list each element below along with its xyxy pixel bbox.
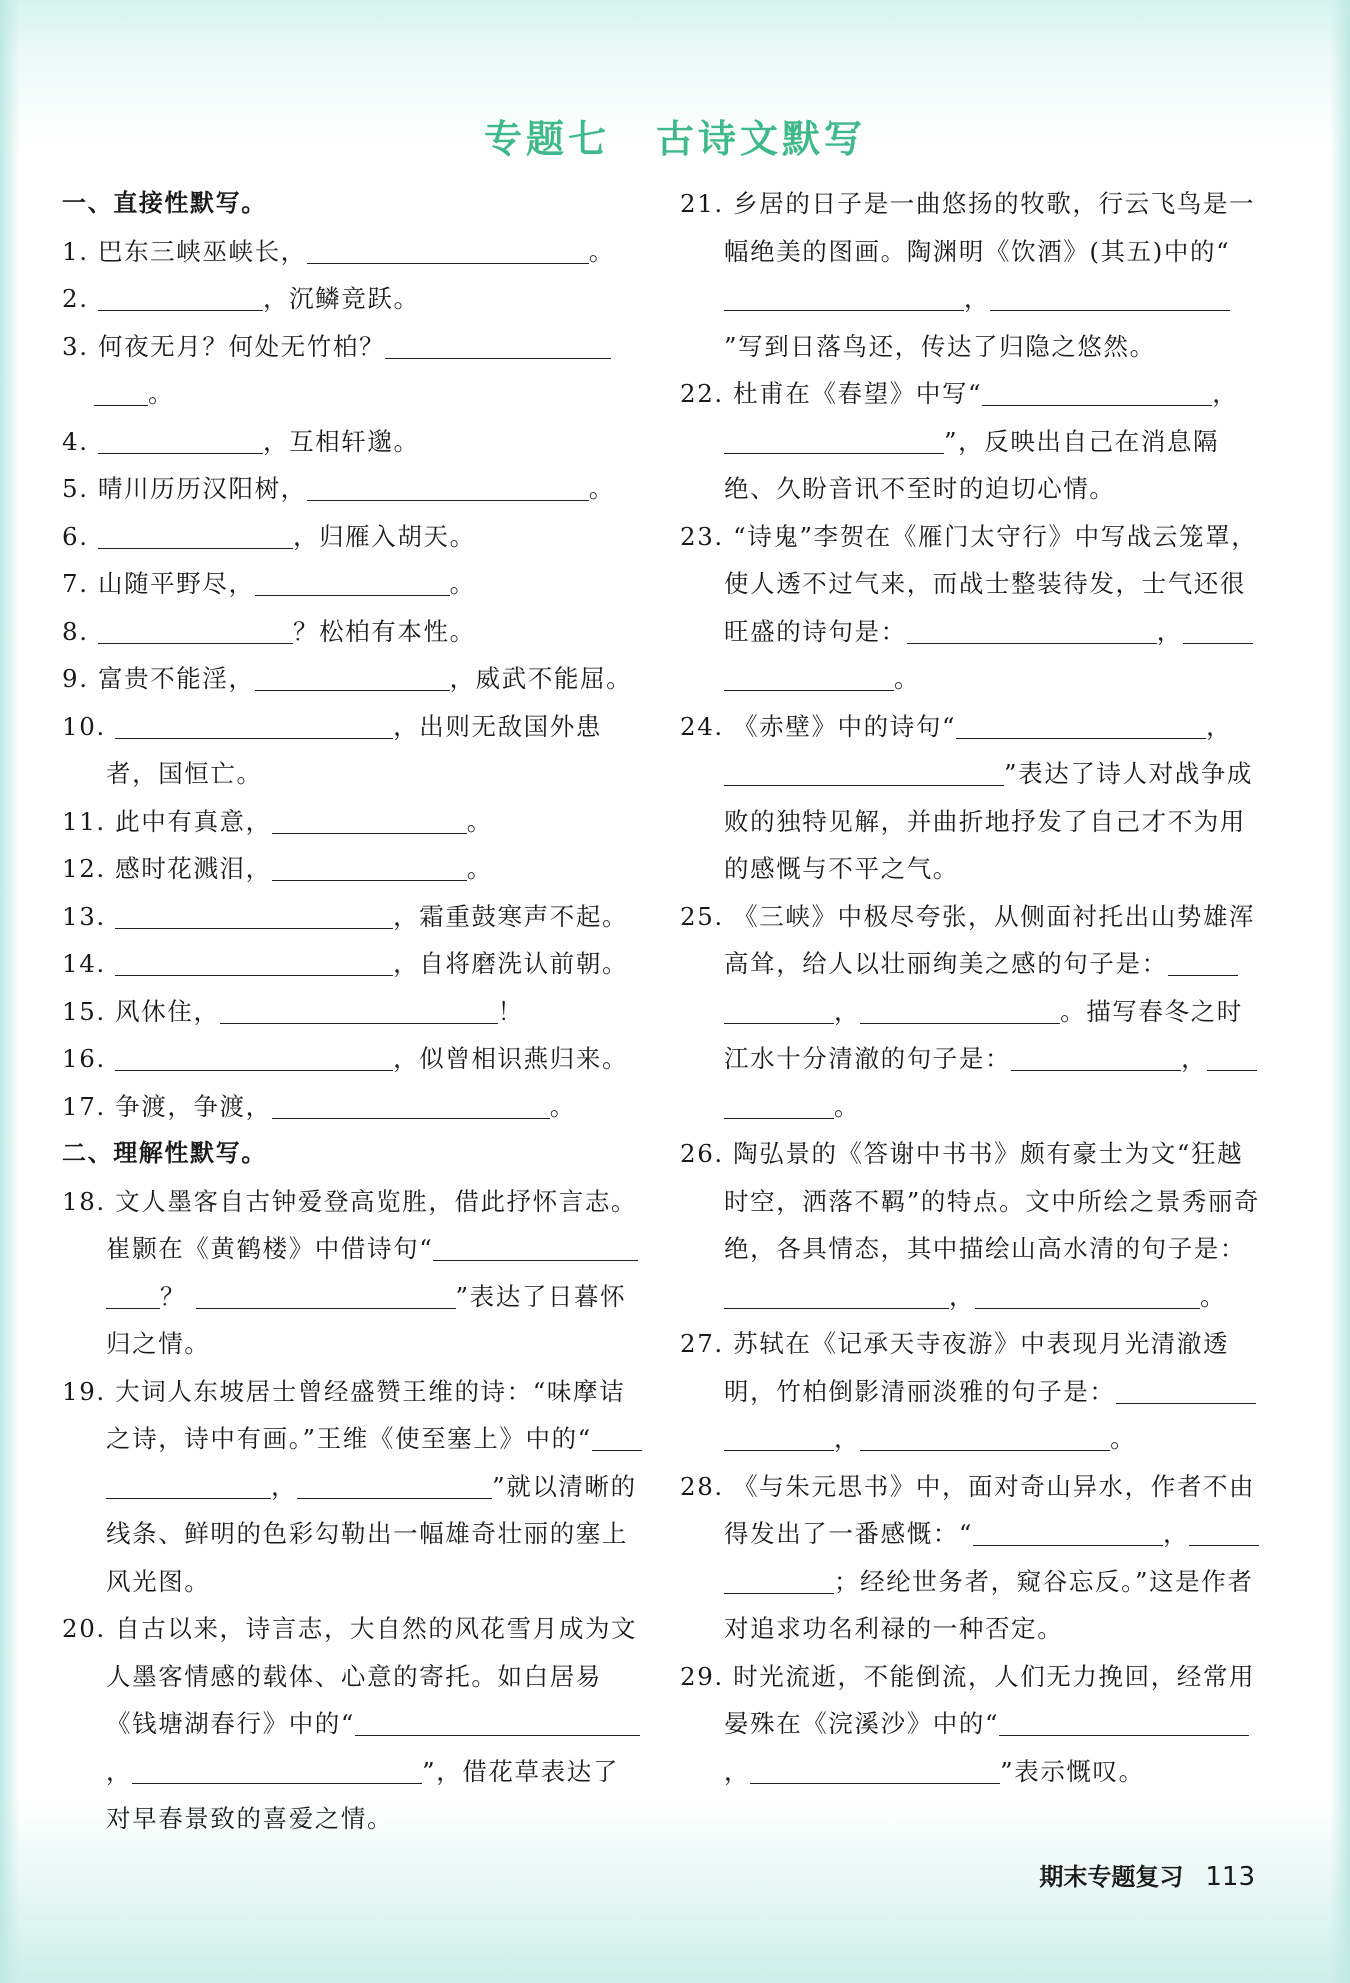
answer-blank[interactable] xyxy=(115,708,393,739)
question-15: 15. 风休住， ！ xyxy=(62,988,642,1036)
answer-blank[interactable] xyxy=(297,1468,492,1499)
answer-blank[interactable] xyxy=(385,328,611,359)
question-23: 23. “诗鬼”李贺在《雁门太守行》中写战云笼罩，使人透不过气来，而战士整装待发，士气还很旺盛的诗句是： ，。 xyxy=(680,521,1258,693)
question-19: 19. 大词人东坡居士曾经盛赞王维的诗：“味摩诘之诗，诗中有画。”王维《使至塞上》中的“， ”就以清晰的线条、鲜明的色彩勾勒出一幅雄奇壮丽的塞上风光图。 xyxy=(62,1368,642,1606)
question-8: 8. ？松柏有本性。 xyxy=(62,608,642,656)
answer-blank[interactable] xyxy=(272,850,467,881)
answer-blank[interactable] xyxy=(98,280,263,311)
answer-blank[interactable] xyxy=(272,1088,550,1119)
answer-blank[interactable] xyxy=(1183,613,1253,644)
answer-blank[interactable] xyxy=(94,375,148,406)
question-14: 14. ，自将磨洗认前朝。 xyxy=(62,940,642,988)
question-29: 29. 时光流逝，不能倒流，人们无力挽回，经常用晏殊在《浣溪沙》中的“， ”表示慨叹。 xyxy=(680,1661,1256,1786)
answer-blank[interactable] xyxy=(990,280,1230,311)
answer-blank[interactable] xyxy=(973,1515,1163,1546)
answer-blank[interactable] xyxy=(982,375,1212,406)
question-27: 27. 苏轼在《记承天寺夜游》中表现月光清澈透明，竹柏倒影清丽淡雅的句子是：， 。 xyxy=(680,1320,1265,1463)
question-13: 13. ，霜重鼓寒声不起。 xyxy=(62,893,642,941)
answer-blank[interactable] xyxy=(98,518,293,549)
answer-blank[interactable] xyxy=(220,993,498,1024)
question-2: 2. ，沉鳞竞跃。 xyxy=(62,275,642,323)
answer-blank[interactable] xyxy=(115,898,393,929)
right-column xyxy=(680,180,1265,1795)
answer-blank[interactable] xyxy=(724,1420,834,1451)
question-17: 17. 争渡，争渡， 。 xyxy=(62,1083,642,1131)
answer-blank[interactable] xyxy=(132,1753,422,1784)
answer-blank[interactable] xyxy=(956,708,1206,739)
section-heading-comprehension: 二、理解性默写。 xyxy=(62,1139,267,1167)
answer-blank[interactable] xyxy=(106,1468,271,1499)
question-20: 20. 自古以来，诗言志，大自然的风花雪月成为文人墨客情感的载体、心意的寄托。如白居易《钱塘湖春行》中的“， ”，借花草表达了对早春景致的喜爱之情。 xyxy=(62,1605,642,1843)
question-12: 12. 感时花溅泪， 。 xyxy=(62,845,642,893)
question-5: 5. 晴川历历汉阳树， 。 xyxy=(62,465,642,513)
answer-blank[interactable] xyxy=(724,660,894,691)
answer-blank[interactable] xyxy=(1168,945,1238,976)
answer-blank[interactable] xyxy=(1207,1040,1257,1071)
answer-blank[interactable] xyxy=(724,1278,949,1309)
left-column xyxy=(62,180,642,1843)
answer-blank[interactable] xyxy=(774,423,944,454)
question-26: 26. 陶弘景的《答谢中书书》颇有豪士为文“狂越时空，洒落不羁”的特点。文中所绘之景秀丽奇绝，各具情态，其中描绘山高水清的句子是：， 。 xyxy=(680,1139,1261,1311)
page-title xyxy=(0,108,1350,163)
answer-blank[interactable] xyxy=(724,1563,834,1594)
answer-blank[interactable] xyxy=(272,803,467,834)
answer-blank[interactable] xyxy=(724,423,774,454)
answer-blank[interactable] xyxy=(1011,1040,1181,1071)
footer-label: 期末专题复习 xyxy=(1039,1863,1184,1891)
answer-blank[interactable] xyxy=(1116,1373,1256,1404)
answer-blank[interactable] xyxy=(975,1278,1200,1309)
answer-blank[interactable] xyxy=(750,1753,1000,1784)
answer-blank[interactable] xyxy=(433,1230,638,1261)
question-25: 25. 《三峡》中极尽夸张，从侧面衬托出山势雄浑高耸，给人以壮丽绚美之感的句子是：， 。描写春冬之时江水十分清澈的句子是： ，。 xyxy=(680,893,1265,1131)
question-3: 3. 何夜无月？何处无竹柏？ 。 xyxy=(62,323,642,418)
title-topic-number: 专题七 xyxy=(483,117,610,161)
question-7: 7. 山随平野尽， 。 xyxy=(62,560,642,608)
question-24: 24. 《赤壁》中的诗句“ ，”表达了诗人对战争成败的独特见解，并曲折地抒发了自己才不为用的感慨与不平之气。 xyxy=(680,703,1265,893)
answer-blank[interactable] xyxy=(724,755,774,786)
page-number: 113 xyxy=(1205,1862,1255,1892)
question-10: 10. ，出则无敌国外患者，国恒亡。 xyxy=(62,703,642,798)
answer-blank[interactable] xyxy=(355,1705,640,1736)
question-11: 11. 此中有真意， 。 xyxy=(62,798,642,846)
right-edge-decoration xyxy=(1330,0,1350,1983)
left-edge-decoration xyxy=(0,0,20,1983)
question-16: 16. ，似曾相识燕归来。 xyxy=(62,1035,642,1083)
page-footer xyxy=(1039,1857,1255,1892)
answer-blank[interactable] xyxy=(724,1088,834,1119)
answer-blank[interactable] xyxy=(592,1420,642,1451)
answer-blank[interactable] xyxy=(255,660,450,691)
question-6: 6. ，归雁入胡天。 xyxy=(62,513,642,561)
answer-blank[interactable] xyxy=(1189,1515,1259,1546)
section-heading-direct: 一、直接性默写。 xyxy=(62,189,267,217)
answer-blank[interactable] xyxy=(860,1420,1110,1451)
answer-blank[interactable] xyxy=(999,1705,1249,1736)
answer-blank[interactable] xyxy=(307,470,589,501)
answer-blank[interactable] xyxy=(774,755,1004,786)
question-18: 18. 文人墨客自古钟爱登高览胜，借此抒怀言志。崔颢在《黄鹤楼》中借诗句“？ ”表达了日暮怀归之情。 xyxy=(62,1186,638,1358)
title-topic-name: 古诗文默写 xyxy=(656,117,867,161)
answer-blank[interactable] xyxy=(115,1040,393,1071)
question-21: 21. 乡居的日子是一曲悠扬的牧歌，行云飞鸟是一幅绝美的图画。陶渊明《饮酒》(其五)中的“，”写到日落鸟还，传达了归隐之悠然。 xyxy=(680,189,1256,361)
answer-blank[interactable] xyxy=(724,993,834,1024)
answer-blank[interactable] xyxy=(307,233,589,264)
question-1: 1. 巴东三峡巫峡长， 。 xyxy=(62,228,642,276)
answer-blank[interactable] xyxy=(98,423,263,454)
answer-blank[interactable] xyxy=(724,280,964,311)
question-22: 22. 杜甫在《春望》中写“ ，”，反映出自己在消息隔绝、久盼音讯不至时的迫切心情。 xyxy=(680,370,1265,513)
answer-blank[interactable] xyxy=(98,613,293,644)
question-9: 9. 富贵不能淫， ，威武不能屈。 xyxy=(62,655,642,703)
question-4: 4. ，互相轩邈。 xyxy=(62,418,642,466)
answer-blank[interactable] xyxy=(907,613,1157,644)
answer-blank[interactable] xyxy=(860,993,1060,1024)
answer-blank[interactable] xyxy=(106,1278,160,1309)
answer-blank[interactable] xyxy=(255,565,450,596)
answer-blank[interactable] xyxy=(115,945,393,976)
question-28: 28. 《与朱元思书》中，面对奇山异水，作者不由得发出了一番感慨：“ ，；经纶世务者，窥谷忘反。”这是作者对追求功名利禄的一种否定。 xyxy=(680,1463,1265,1653)
answer-blank[interactable] xyxy=(196,1278,456,1309)
